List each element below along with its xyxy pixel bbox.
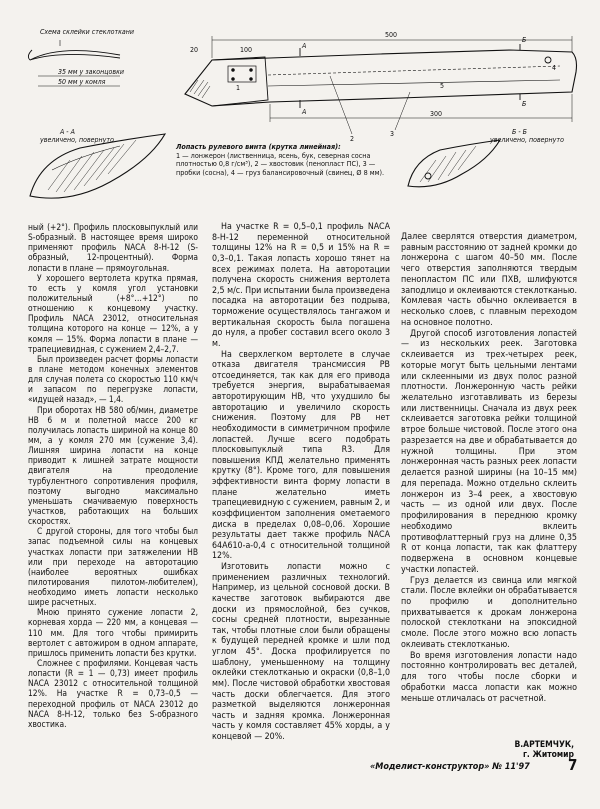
mark-a-top: А — [302, 42, 307, 50]
dim-100: 100 — [240, 46, 253, 54]
dim-300: 300 — [430, 110, 443, 118]
part-2-label: 2 — [350, 135, 355, 143]
paragraph: Другой способ изготовления лопастей — из нескольких реек. Заготовка склеивается из трех-четырех реек, которые могут быть цельными лентами или склеенными из двух полос разной плотности. Лонжеронную часть рейки желательно изготавливать из березы или лиственницы. Сначала из двух реек склеивается заготовка рейки толщиной втрое больше чистовой. После этого она разрезается на две и обрабатывается до нужной толщины. При этом лонжеронная часть разных реек лопасти делается разной ширины (на 10–15 мм) для перепада. Можно отдельно склеить лонжерон из 3–4 реек, а хвостовую часть — из одной или двух. После профилирования в переднюю кромку необходимо вклеить противофлаттерный груз на длине 0,35 R от конца лопасти, так как флаттеру подвержена в основном концевые участки лопастей. — [401, 328, 577, 575]
text-column-1 — [28, 222, 198, 729]
dim-500: 500 — [385, 31, 398, 39]
part-4-label: 4 — [552, 64, 557, 72]
mark-a-bottom: А — [302, 108, 307, 116]
blade-drawing — [0, 0, 600, 230]
width-35-label: 35 мм у законцовки — [58, 68, 124, 76]
section-aa-subtitle: увеличено, повернуто — [40, 136, 114, 144]
width-50-label: 50 мм у комля — [58, 78, 106, 86]
section-aa-title: А - А — [60, 128, 75, 136]
section-bb-subtitle: увеличено, повернуто — [490, 136, 564, 144]
paragraph: При оборотах НВ 580 об/мин, диаметре НВ 6 м и полетной массе 200 кг получилась лопасть шириной на конце 80 мм, а у комля 270 мм (сужение 3,4). Лишняя ширина лопасти на конце приводит к лишней затрате мощности двигателя на преодоление турбулентного сопротивления профиля, поэтому выгодно максимально уменьшать смачиваемую поверхность участков, работающих на больших скоростях. — [28, 404, 198, 527]
paragraph: Изготовить лопасти можно с применением различных технологий. Например, из цельной сосновой доски. В качестве заготовок выбираются две доски из прямослойной, без сучков, сосны средней плотности, вырезанные так, чтобы плотные слои были обращены к будущей передней кромке и шли под углом 45°. Доска профилируется по шаблону, уменьшенному на толщину оклейки стеклотканью и окраски (0,8–1,0 мм). После чистовой обработки хвостовая часть доски облегчается. Для этого разметкой выделяются лонжеронная часть и задняя кромка. Лонжеронная часть у комля составляет 45% хорды, а у концевой — 20%. — [212, 562, 390, 742]
journal-footer: «Моделист-конструктор» № 11'97 — [370, 762, 530, 772]
paragraph: На сверхлегком вертолете в случае отказа двигателя трансмиссия РВ отсоединяется, так как для его привода требуется энергия, вырабатываемая авторотирующим НВ, что ухудшило бы авторотацию и увеличило скорость снижения. Поэтому для РВ нет необходимости в симметричном профиле лопастей. Лучше всего подобрать плосковыпуклый типа R3. Для повышения КПД желательно применять крутку (8°). Кроме того, для повышения эффективности винта форму лопасти в плане желательно иметь трапециевидную с сужением, равным 2, и коэффициентом заполнения ометаемого диска в пределах 0,08–0,06. Хорошие результаты дает также профиль NACA 64A610-a-0,4 с относительной толщиной 12%. — [212, 349, 390, 562]
paragraph: Во время изготовления лопасти надо постоянно контролировать вес деталей, для того чтобы после сборки и обработки масса лопасти как можно меньше отличалась от расчетной. — [401, 650, 577, 704]
paragraph: Мною принято сужение лопасти 2, корневая хорда — 220 мм, а концевая — 110 мм. Для того чтобы примирить вертолет с автожиром в одном аппарате, пришлось применить лопасти без крутки. — [28, 607, 198, 658]
paragraph: Далее сверлятся отверстия диаметром, равным расстоянию от задней кромки до лонжерона с шагом 40–50 мм. После чего отверстия заполняются твердым пенопластом ПС или ПХВ, шлифуются заподлицо и оклеиваются стеклотканью. Комлевая часть обычно оклеивается в несколько слоев, с плавным переходом на основное полотно. — [401, 232, 577, 328]
paragraph: У хорошего вертолета крутка прямая, то есть у комля угол установки положительный (+8°…+12°) по отношению к концевому участку. Профиль NACA 23012, относительная толщина которого на конце — 12%, а у комля — 15%. Форма лопасти в плане — трапециевидная, с сужением 2,4–2,7. — [28, 272, 198, 354]
figure-caption-text: 1 — лонжерон (лиственница, ясень, бук, северная сосна плотностью 0,8 г/см³), 2 — хвостовик (пенопласт ПС), 3 — пробки (сосна), 4 — груз балансировочный (свинец, Ø 8 мм). — [176, 150, 385, 177]
part-3-label: 3 — [390, 130, 395, 138]
section-bb-title: Б - Б — [512, 128, 527, 136]
paragraph: Был произведен расчет формы лопасти в плане методом конечных элементов для случая полета со скоростью 110 км/ч и запасом по перегрузке лопасти, «идущей назад», — 1,4. — [28, 353, 198, 405]
dim-20: 20 — [190, 46, 199, 54]
text-column-3 — [401, 232, 577, 704]
paragraph: Груз делается из свинца или мягкой стали. После вклейки он обрабатывается по профилю и дополнительно прихватывается к дрокам лонжерона полоской стеклоткани на эпоксидной смоле. После этого можно всю лопасть оклеивать стеклотканью. — [401, 575, 577, 650]
paragraph: ный (+2°). Профиль плосковыпуклый или S-образный. В настоящее время широко применяют профиль NACA 8-H-12 (S-образный, 12-процентный). Форма лопасти в плане — прямоугольная. — [28, 222, 198, 273]
mark-b-bottom: Б — [522, 100, 527, 108]
mark-b-top: Б — [522, 36, 527, 44]
paragraph: С другой стороны, для того чтобы был запас подъемной силы на концевых участках лопасти при затяжелении НВ или при переходе на авторотацию (наиболее вероятных ошибках пилотирования пилотом-любителем), необходимо иметь лопасти несколько шире расчетных. — [28, 526, 198, 608]
author-city: г. Житомир — [522, 750, 574, 760]
author-signature — [514, 740, 574, 760]
text-column-2 — [212, 222, 390, 743]
page-number: 7 — [568, 756, 578, 774]
paragraph: Сложнее с профилями. Концевая часть лопасти (R = 1 — 0,73) имеет профиль NACA 23012 с относительной толщиной 12%. На участке R = 0,73–0,5 — переходной профиль от NACA 23012 до NACA 8-H-12, только без S-образного хвостика. — [28, 658, 198, 729]
figure-caption-title: Лопасть рулевого винта (крутка линейная): — [176, 142, 341, 151]
part-1-label: 1 — [236, 84, 241, 92]
author-name: В.АРТЕМЧУК, — [514, 740, 574, 750]
edge-gluing-label: Схема склейки стеклоткани — [40, 28, 134, 36]
part-5-label: 5 — [440, 82, 445, 90]
figure-caption — [176, 143, 386, 177]
paragraph: На участке R = 0,5–0,1 профиль NACA 8-H-12 переменной относительной толщины 12% на R = 0,5 и 15% на R = 0,3–0,1. Такая лопасть хорошо тянет на всех режимах полета. На авторотации получена скорость снижения вертолета 2,5 м/с. При испытании была произведена посадка на авторотации без подрыва, торможение осуществлялось тангажом и вертикальная скорость была погашена до нуля, а пробег составил всего около 3 м. — [212, 222, 390, 349]
